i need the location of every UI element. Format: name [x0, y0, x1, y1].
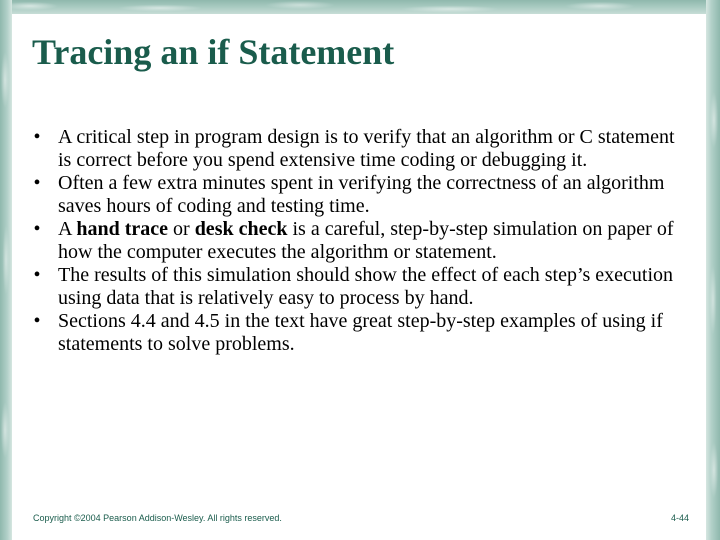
footer-copyright: Copyright ©2004 Pearson Addison-Wesley. All rights reserved.	[33, 513, 282, 523]
bullet-point-icon: •	[33, 126, 41, 148]
bullet-list	[30, 126, 692, 356]
bullet-text: Sections 4.4 and 4.5 in the text have great step-by-step examples of using if statements to solve problems.	[58, 310, 663, 355]
bullet-text-segment: A	[58, 218, 77, 240]
bullet-item	[30, 264, 692, 309]
marble-border-right	[706, 0, 720, 540]
slide-title: Tracing an if Statement	[32, 32, 395, 72]
bold-term-desk-check: desk check	[194, 218, 288, 240]
bullet-point-icon: •	[33, 310, 41, 332]
bullet-text-segment: is a careful, step-by-step simulation on paper of how the computer executes the algorithm or statement.	[58, 218, 674, 263]
bullet-point-icon: •	[33, 264, 41, 286]
bullet-item	[30, 310, 692, 355]
bold-term-hand-trace: hand trace	[76, 218, 169, 240]
bullet-text	[58, 218, 673, 263]
marble-border-top	[0, 0, 720, 14]
bullet-text: Often a few extra minutes spent in verifying the correctness of an algorithm saves hours of coding and testing time.	[58, 172, 665, 217]
bullet-text: A critical step in program design is to verify that an algorithm or C statement is correct before you spend extensive time coding or debugging it.	[58, 126, 675, 171]
bullet-text-segment: or	[168, 218, 195, 240]
bullet-point-icon: •	[33, 172, 41, 194]
marble-border-left	[0, 0, 12, 540]
footer-page-number: 4-44	[670, 513, 689, 523]
bullet-item	[30, 218, 692, 263]
bullet-text: The results of this simulation should show the effect of each step’s execution using data that is relatively easy to process by hand.	[58, 264, 674, 309]
bullet-item	[30, 172, 692, 217]
bullet-point-icon: •	[33, 218, 41, 240]
bullet-item	[30, 126, 692, 171]
